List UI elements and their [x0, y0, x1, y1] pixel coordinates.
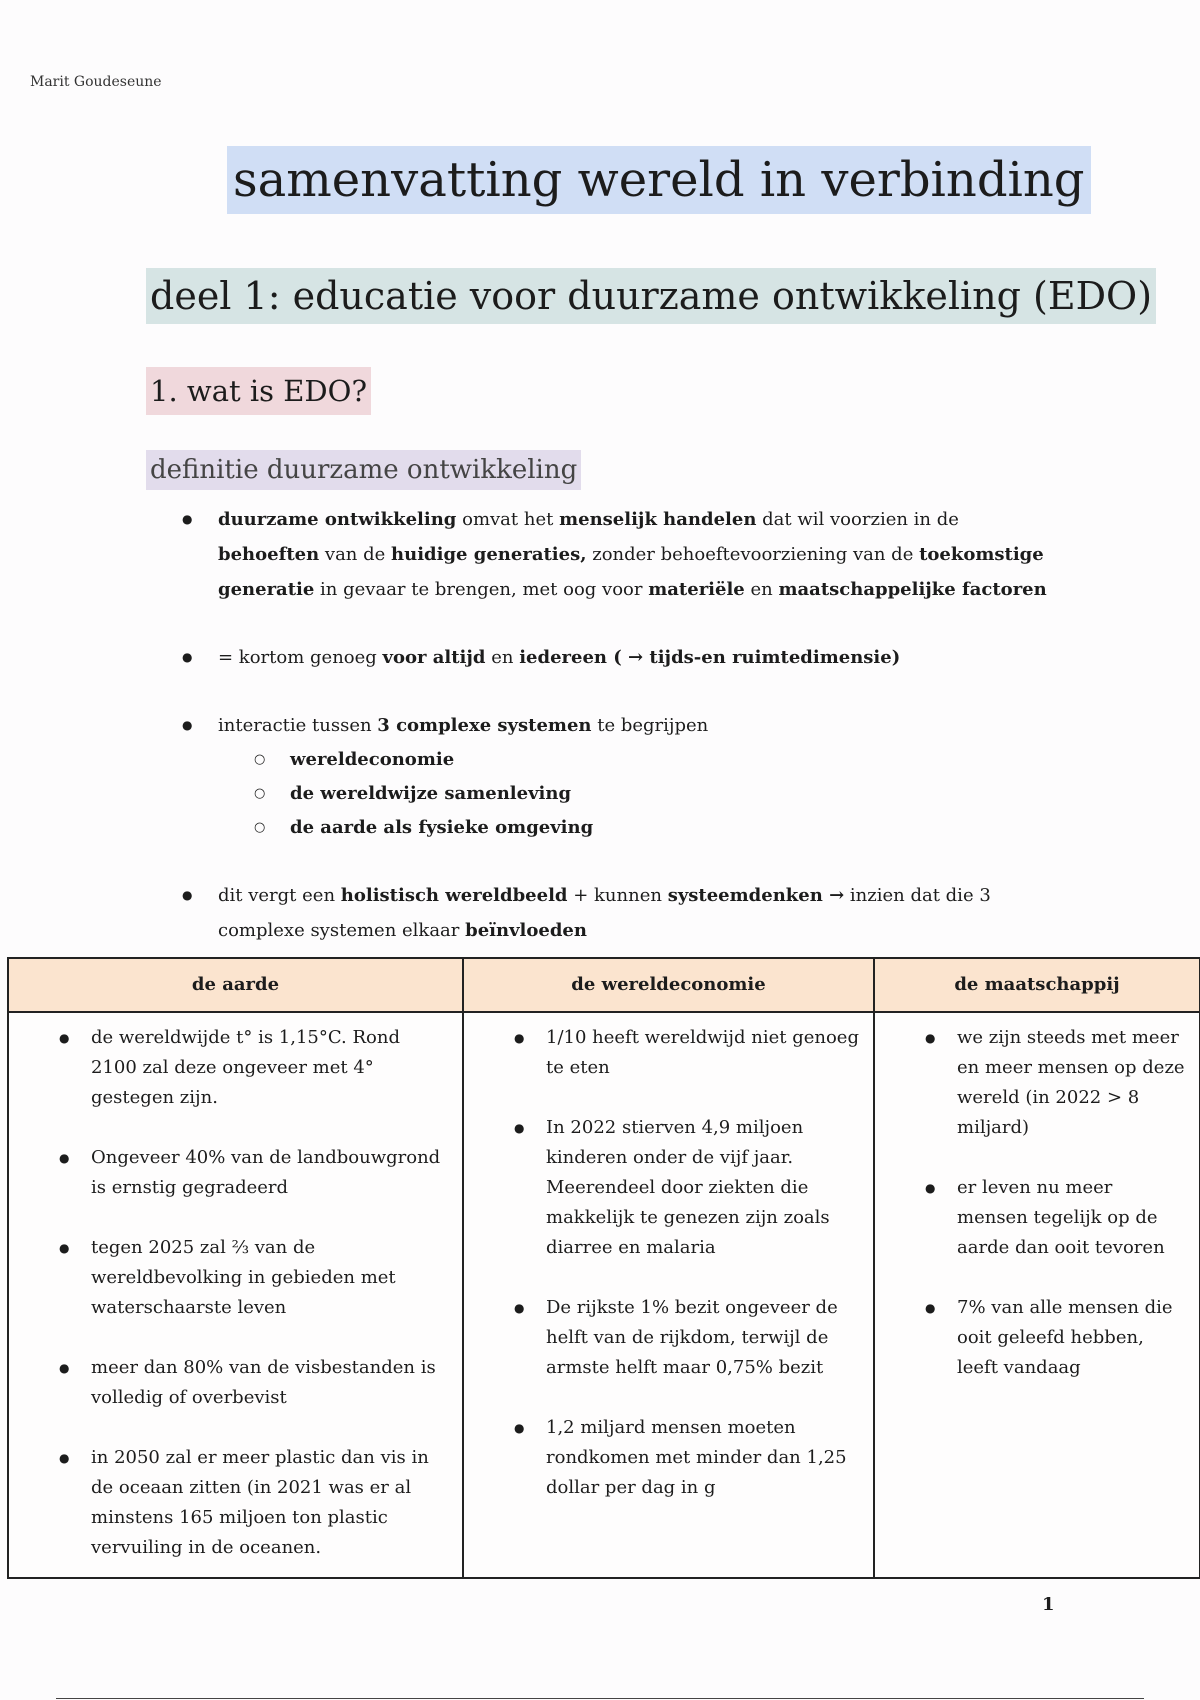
section-heading: 1. wat is EDO? — [146, 367, 371, 415]
part-heading: deel 1: educatie voor duurzame ontwikkeling (EDO) — [146, 268, 1156, 324]
column-header-earth: de aarde — [8, 958, 463, 1012]
list-item: ● Ongeveer 40% van de landbouwgrond is ernstig gegradeerd — [9, 1143, 462, 1203]
footer-divider — [56, 1698, 1144, 1699]
definition-bullet-list — [180, 502, 1060, 981]
definition-heading: definitie duurzame ontwikkeling — [146, 450, 581, 490]
economy-cell — [463, 1012, 874, 1578]
sublist-item: ○ de aarde als fysieke omgeving — [218, 811, 1060, 845]
systems-sublist — [218, 743, 1060, 845]
column-header-society: de maatschappij — [874, 958, 1200, 1012]
society-fact-list — [875, 1023, 1199, 1383]
list-item: ● tegen 2025 zal ⅔ van de wereldbevolking in gebieden met waterschaarste leven — [9, 1233, 462, 1323]
society-cell — [874, 1012, 1200, 1578]
bullet-holistic: ● dit vergt een holistisch wereldbeeld + kunnen systeemdenken → inzien dat die 3 complexe systemen elkaar beïnvloeden — [180, 878, 1060, 948]
list-item: ● 1,2 miljard mensen moeten rondkomen met minder dan 1,25 dollar per dag in g — [464, 1413, 873, 1503]
document-title: samenvatting wereld in verbinding — [227, 146, 1091, 214]
author-name: Marit Goudeseune — [30, 74, 162, 90]
list-item: ● In 2022 stierven 4,9 miljoen kinderen onder de vijf jaar. Meerendeel door ziekten die makkelijk te genezen zijn zoals diarree en malaria — [464, 1113, 873, 1263]
table-header-row — [8, 958, 1200, 1012]
list-item: ● meer dan 80% van de visbestanden is volledig of overbevist — [9, 1353, 462, 1413]
list-item: ● 7% van alle mensen die ooit geleefd hebben, leeft vandaag — [875, 1293, 1199, 1383]
list-item: ● 1/10 heeft wereldwijd niet genoeg te eten — [464, 1023, 873, 1083]
list-item: ● we zijn steeds met meer en meer mensen op deze wereld (in 2022 > 8 miljard) — [875, 1023, 1199, 1143]
facts-table — [7, 957, 1200, 1579]
earth-fact-list — [9, 1023, 462, 1563]
economy-fact-list — [464, 1023, 873, 1503]
column-header-economy: de wereldeconomie — [463, 958, 874, 1012]
sublist-item: ○ wereldeconomie — [218, 743, 1060, 777]
list-item: ● in 2050 zal er meer plastic dan vis in de oceaan zitten (in 2021 was er al minstens 165 miljoen ton plastic vervuiling in de oceanen. — [9, 1443, 462, 1563]
list-item: ● de wereldwijde t° is 1,15°C. Rond 2100 zal deze ongeveer met 4° gestegen zijn. — [9, 1023, 462, 1113]
list-item: ● er leven nu meer mensen tegelijk op de aarde dan ooit tevoren — [875, 1173, 1199, 1263]
page-number: 1 — [1042, 1594, 1055, 1615]
bullet-summary: ● = kortom genoeg voor altijd en iedereen ( → tijds-en ruimtedimensie) — [180, 640, 1060, 675]
bullet-definition: ● duurzame ontwikkeling omvat het menselijk handelen dat wil voorzien in de behoeften van de huidige generaties, zonder behoeftevoorziening van de toekomstige generatie in gevaar te brengen, met oog voor materiële en maatschappelijke factoren — [180, 502, 1060, 607]
list-item: ● De rijkste 1% bezit ongeveer de helft van de rijkdom, terwijl de armste helft maar 0,75% bezit — [464, 1293, 873, 1383]
sublist-item: ○ de wereldwijze samenleving — [218, 777, 1060, 811]
bullet-systems: ● interactie tussen 3 complexe systemen te begrijpen ○ wereldeconomie ○ de wereldwijze samenleving ○ de aarde als fysieke omgeving — [180, 708, 1060, 845]
earth-cell — [8, 1012, 463, 1578]
table-row — [8, 1012, 1200, 1578]
